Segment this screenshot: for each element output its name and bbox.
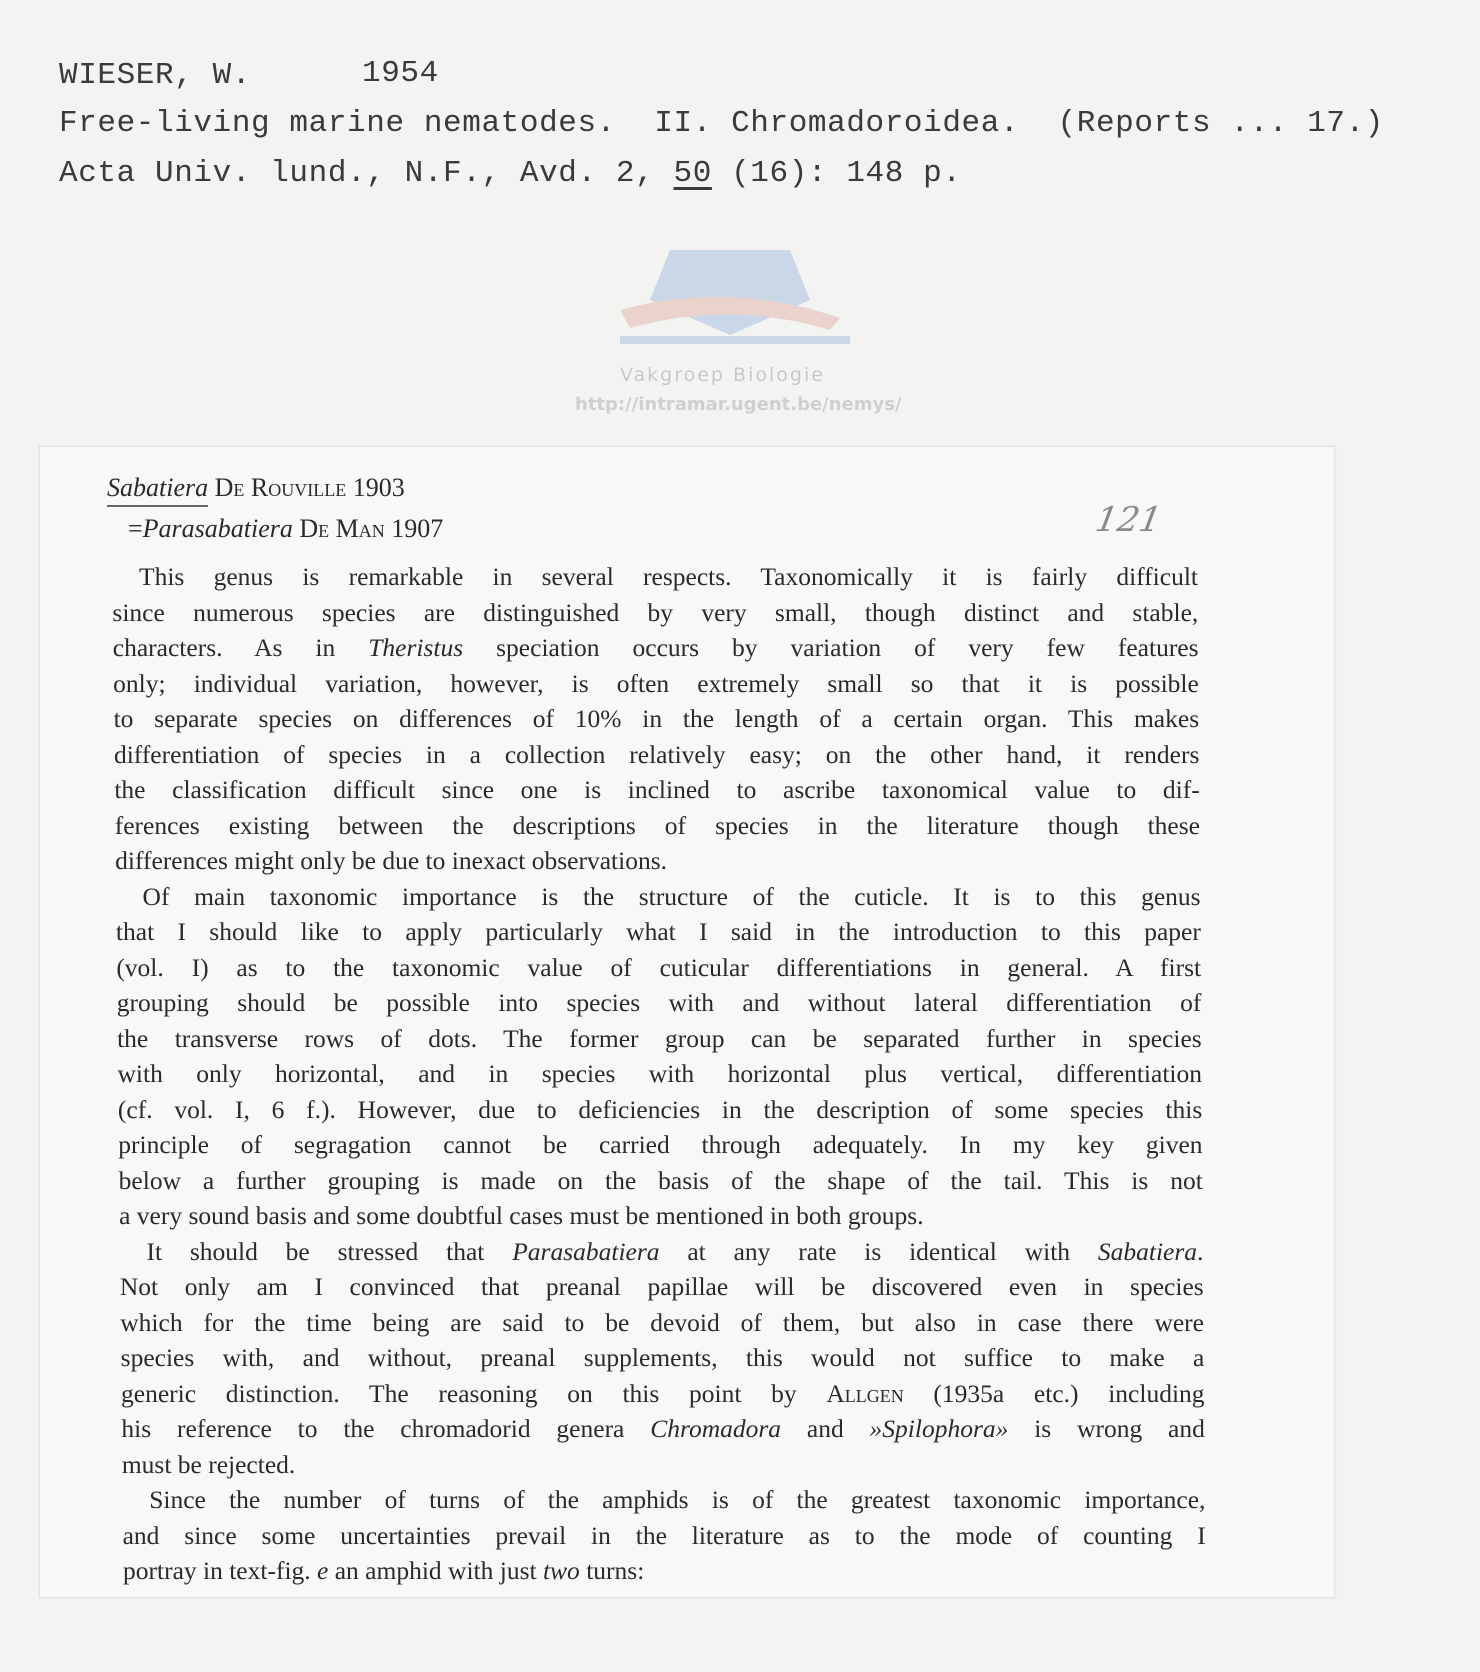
text-line [114, 704, 1200, 734]
handwritten-page-number: 121 [1092, 500, 1165, 540]
watermark-url: http://intramar.ugent.be/nemys/ [575, 394, 902, 415]
text-span: turns: [579, 1556, 645, 1585]
issue-pages: (16): 148 p. [711, 156, 962, 191]
text-span: species with, and without, preanal supplements, this would not suffice to make a [120, 1343, 1205, 1372]
text-line [119, 1166, 1203, 1196]
italic-text: two [542, 1556, 580, 1585]
text-span: a very sound basis and some doubtful cases must be mentioned in both groups. [119, 1201, 924, 1230]
text-span: must be rejected. [121, 1449, 296, 1479]
text-span: only; individual variation, however, is often extremely small so that it is possible [113, 668, 1199, 698]
text-line [114, 775, 1199, 805]
text-line [112, 598, 1198, 628]
text-span: below a further grouping is made on the basis of the shape of the tail. This is not [118, 1165, 1203, 1195]
synonym-heading [128, 516, 443, 542]
synonym-author: De Man 1907 [299, 514, 444, 543]
genus-heading [107, 475, 405, 501]
text-span: differentiation of species in a collection relatively easy; on the other hand, it renders [113, 739, 1200, 769]
text-line [114, 740, 1199, 770]
text-span: the transverse rows of dots. The former group can be separated further in species [117, 1023, 1202, 1053]
text-span: generic distinction. The reasoning on this point by [121, 1378, 827, 1408]
text-span: speciation occurs by variation of very few features [463, 633, 1199, 662]
text-line [123, 1521, 1206, 1551]
text-line [119, 1201, 924, 1231]
text-span: and since some uncertainties prevail in the literature as to the mode of counting I [122, 1520, 1206, 1550]
text-line [143, 882, 1201, 912]
text-span: (vol. I) as to the taxonomic value of cuticular differentiations in general. A first [116, 952, 1202, 982]
text-span: with only horizontal, and in species with horizontal plus vertical, differentiation [117, 1059, 1202, 1088]
text-line [123, 1556, 644, 1586]
text-line [120, 1308, 1204, 1338]
text-span: since numerous species are distinguished by very small, though distinct and stable, [112, 597, 1199, 627]
journal-name: Acta Univ. lund., N.F., Avd. 2, [59, 156, 674, 191]
volume-number: 50 [673, 156, 712, 191]
text-span: This genus is remarkable in several respects. Taxonomically it is fairly difficult [139, 562, 1198, 591]
italic-text: »Spilophora» [869, 1414, 1009, 1443]
text-line [118, 1059, 1203, 1089]
genus-author: De Rouville 1903 [214, 473, 405, 502]
text-span: principle of segragation cannot be carried through adequately. In my key given [118, 1130, 1203, 1159]
citation-year: 1954 [362, 56, 439, 91]
italic-text: Sabatiera [1097, 1236, 1198, 1266]
text-span: to separate species on differences of 10% in the length of a certain organ. This makes [113, 704, 1200, 733]
text-line [149, 1485, 1205, 1515]
citation-journal [59, 158, 962, 189]
text-span: (cf. vol. I, 6 f.). However, due to deficiencies in the description of some species this [117, 1094, 1203, 1124]
text-span: the classification difficult since one is inclined to ascribe taxonomical value to dif- [114, 775, 1200, 804]
text-span: It should be stressed that [146, 1236, 513, 1266]
italic-text: Theristus [368, 633, 464, 662]
text-span: Since the number of turns of the amphids is of the greatest taxonomic importance, [149, 1485, 1206, 1514]
text-span: is wrong and [1008, 1414, 1205, 1443]
text-span: grouping should be possible into species with and without lateral differentiation of [116, 988, 1202, 1017]
text-line [120, 1272, 1204, 1302]
text-line [121, 1343, 1205, 1373]
text-span: and [781, 1414, 870, 1443]
text-line [122, 1450, 295, 1480]
text-span: (1935a etc.) including [903, 1378, 1205, 1408]
text-line [118, 1130, 1202, 1160]
text-line [118, 1095, 1202, 1125]
text-line [146, 1237, 1203, 1267]
italic-text: Chromadora [650, 1414, 782, 1443]
text-span: Not only am I convinced that preanal papillae will be discovered even in species [119, 1272, 1204, 1301]
watermark-logo [600, 240, 860, 360]
text-span: portray in text-fig. [123, 1556, 318, 1585]
synonym-name: Parasabatiera [142, 514, 293, 543]
synonym-prefix: = [128, 514, 143, 543]
text-line [113, 633, 1199, 663]
text-span: an amphid with just [328, 1556, 543, 1585]
author: WIESER, W. [59, 58, 252, 93]
text-span: which for the time being are said to be devoid of them, but also in case there were [120, 1307, 1204, 1337]
text-span: his reference to the chromadorid genera [121, 1414, 651, 1443]
text-line [121, 1414, 1204, 1444]
text-line [117, 1024, 1202, 1054]
text-line [115, 811, 1200, 841]
text-line [115, 846, 667, 876]
text-line [116, 953, 1201, 983]
text-line [117, 988, 1202, 1018]
italic-text: Parasabatiera [512, 1236, 660, 1266]
text-line [116, 917, 1201, 947]
text-span: at any rate is identical with [659, 1236, 1098, 1266]
text-span: characters. As in [112, 633, 369, 662]
text-line [113, 669, 1199, 699]
text-span: ferences existing between the descriptions of species in the literature though these [114, 810, 1200, 840]
watermark-text: Vakgroep Biologie [620, 364, 825, 386]
text-span: Of main taxonomic importance is the structure of the cuticle. It is to this genus [142, 881, 1201, 911]
citation-title: Free-living marine nematodes. II. Chromadoroidea. (Reports ... 17.) [59, 106, 1385, 141]
text-line [139, 562, 1198, 592]
text-span: Allgen [826, 1378, 904, 1408]
genus-name: Sabatiera [107, 473, 208, 507]
text-span: differences might only be due to inexact observations. [115, 846, 668, 875]
text-span: that I should like to apply particularly what I said in the introduction to this paper [115, 917, 1201, 946]
citation-author [59, 60, 251, 91]
text-span: . [1197, 1236, 1204, 1266]
text-line [121, 1379, 1205, 1409]
italic-text: e [317, 1556, 329, 1585]
